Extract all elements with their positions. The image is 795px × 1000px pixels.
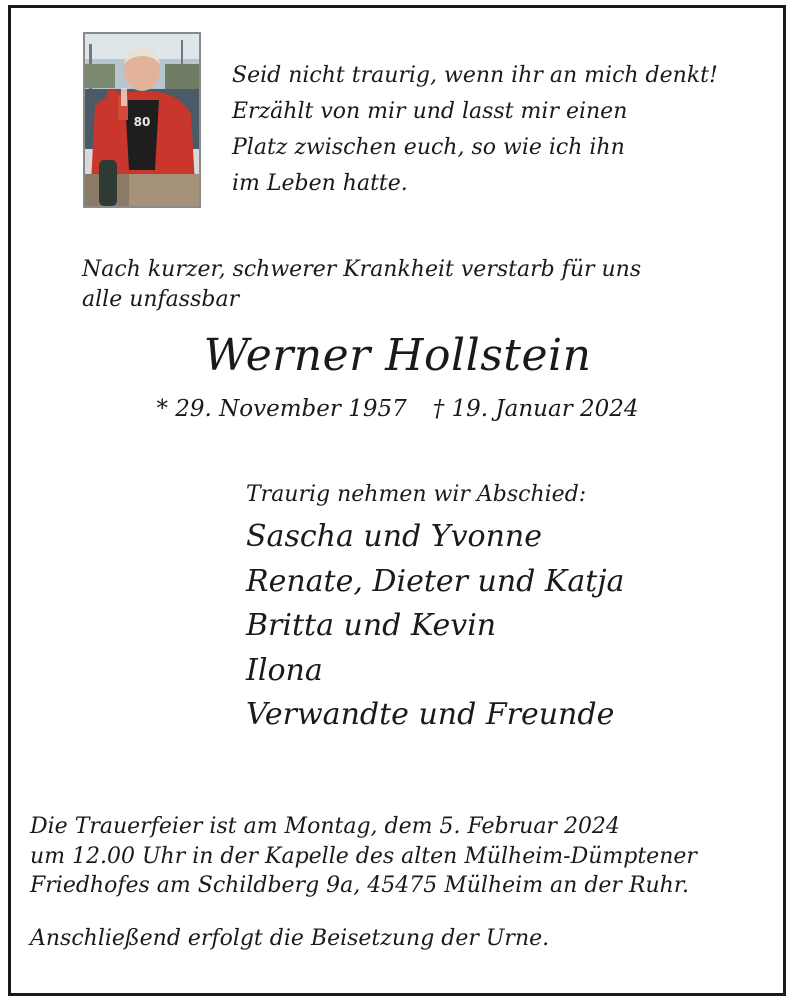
intro-line: Nach kurzer, schwerer Krankheit verstarb für uns	[82, 257, 642, 282]
poem-line: Erzählt von mir und lasst mir einen	[232, 99, 628, 124]
poem-line: Seid nicht traurig, wenn ihr an mich denkt!	[232, 63, 718, 88]
mourner-entry: Britta und Kevin	[246, 608, 497, 643]
poem-line: im Leben hatte.	[232, 171, 408, 196]
ceremony-line: Friedhofes am Schildberg 9a, 45475 Mülheim an der Ruhr.	[30, 873, 689, 898]
life-dates	[0, 393, 795, 425]
burial-info: Anschließend erfolgt die Beisetzung der Urne.	[30, 926, 550, 951]
mourner-entry: Verwandte und Freunde	[246, 697, 615, 732]
intro-line: alle unfassbar	[82, 287, 240, 312]
shirt-number: 80	[133, 115, 151, 129]
mourner-entry: Renate, Dieter und Katja	[246, 563, 625, 599]
death-date: † 19. Januar 2024	[432, 396, 639, 422]
mourners-heading: Traurig nehmen wir Abschied:	[246, 482, 587, 507]
birth-date: * 29. November 1957	[156, 396, 407, 422]
poem-line: Platz zwischen euch, so wie ich ihn	[232, 135, 625, 160]
mourner-entry: Sascha und Yvonne	[246, 519, 542, 554]
ceremony-line: um 12.00 Uhr in der Kapelle des alten Mülheim-Dümptener	[30, 843, 697, 869]
poem	[232, 58, 772, 202]
portrait-photo	[83, 32, 201, 208]
mourner-entry: Ilona	[246, 652, 323, 688]
deceased-name: Werner Hollstein	[203, 330, 592, 381]
mourners-list	[246, 515, 624, 738]
ceremony-info	[30, 812, 770, 901]
portrait-image	[85, 34, 199, 206]
intro-text	[82, 255, 742, 315]
ceremony-line: Die Trauerfeier ist am Montag, dem 5. Februar 2024	[30, 814, 620, 839]
